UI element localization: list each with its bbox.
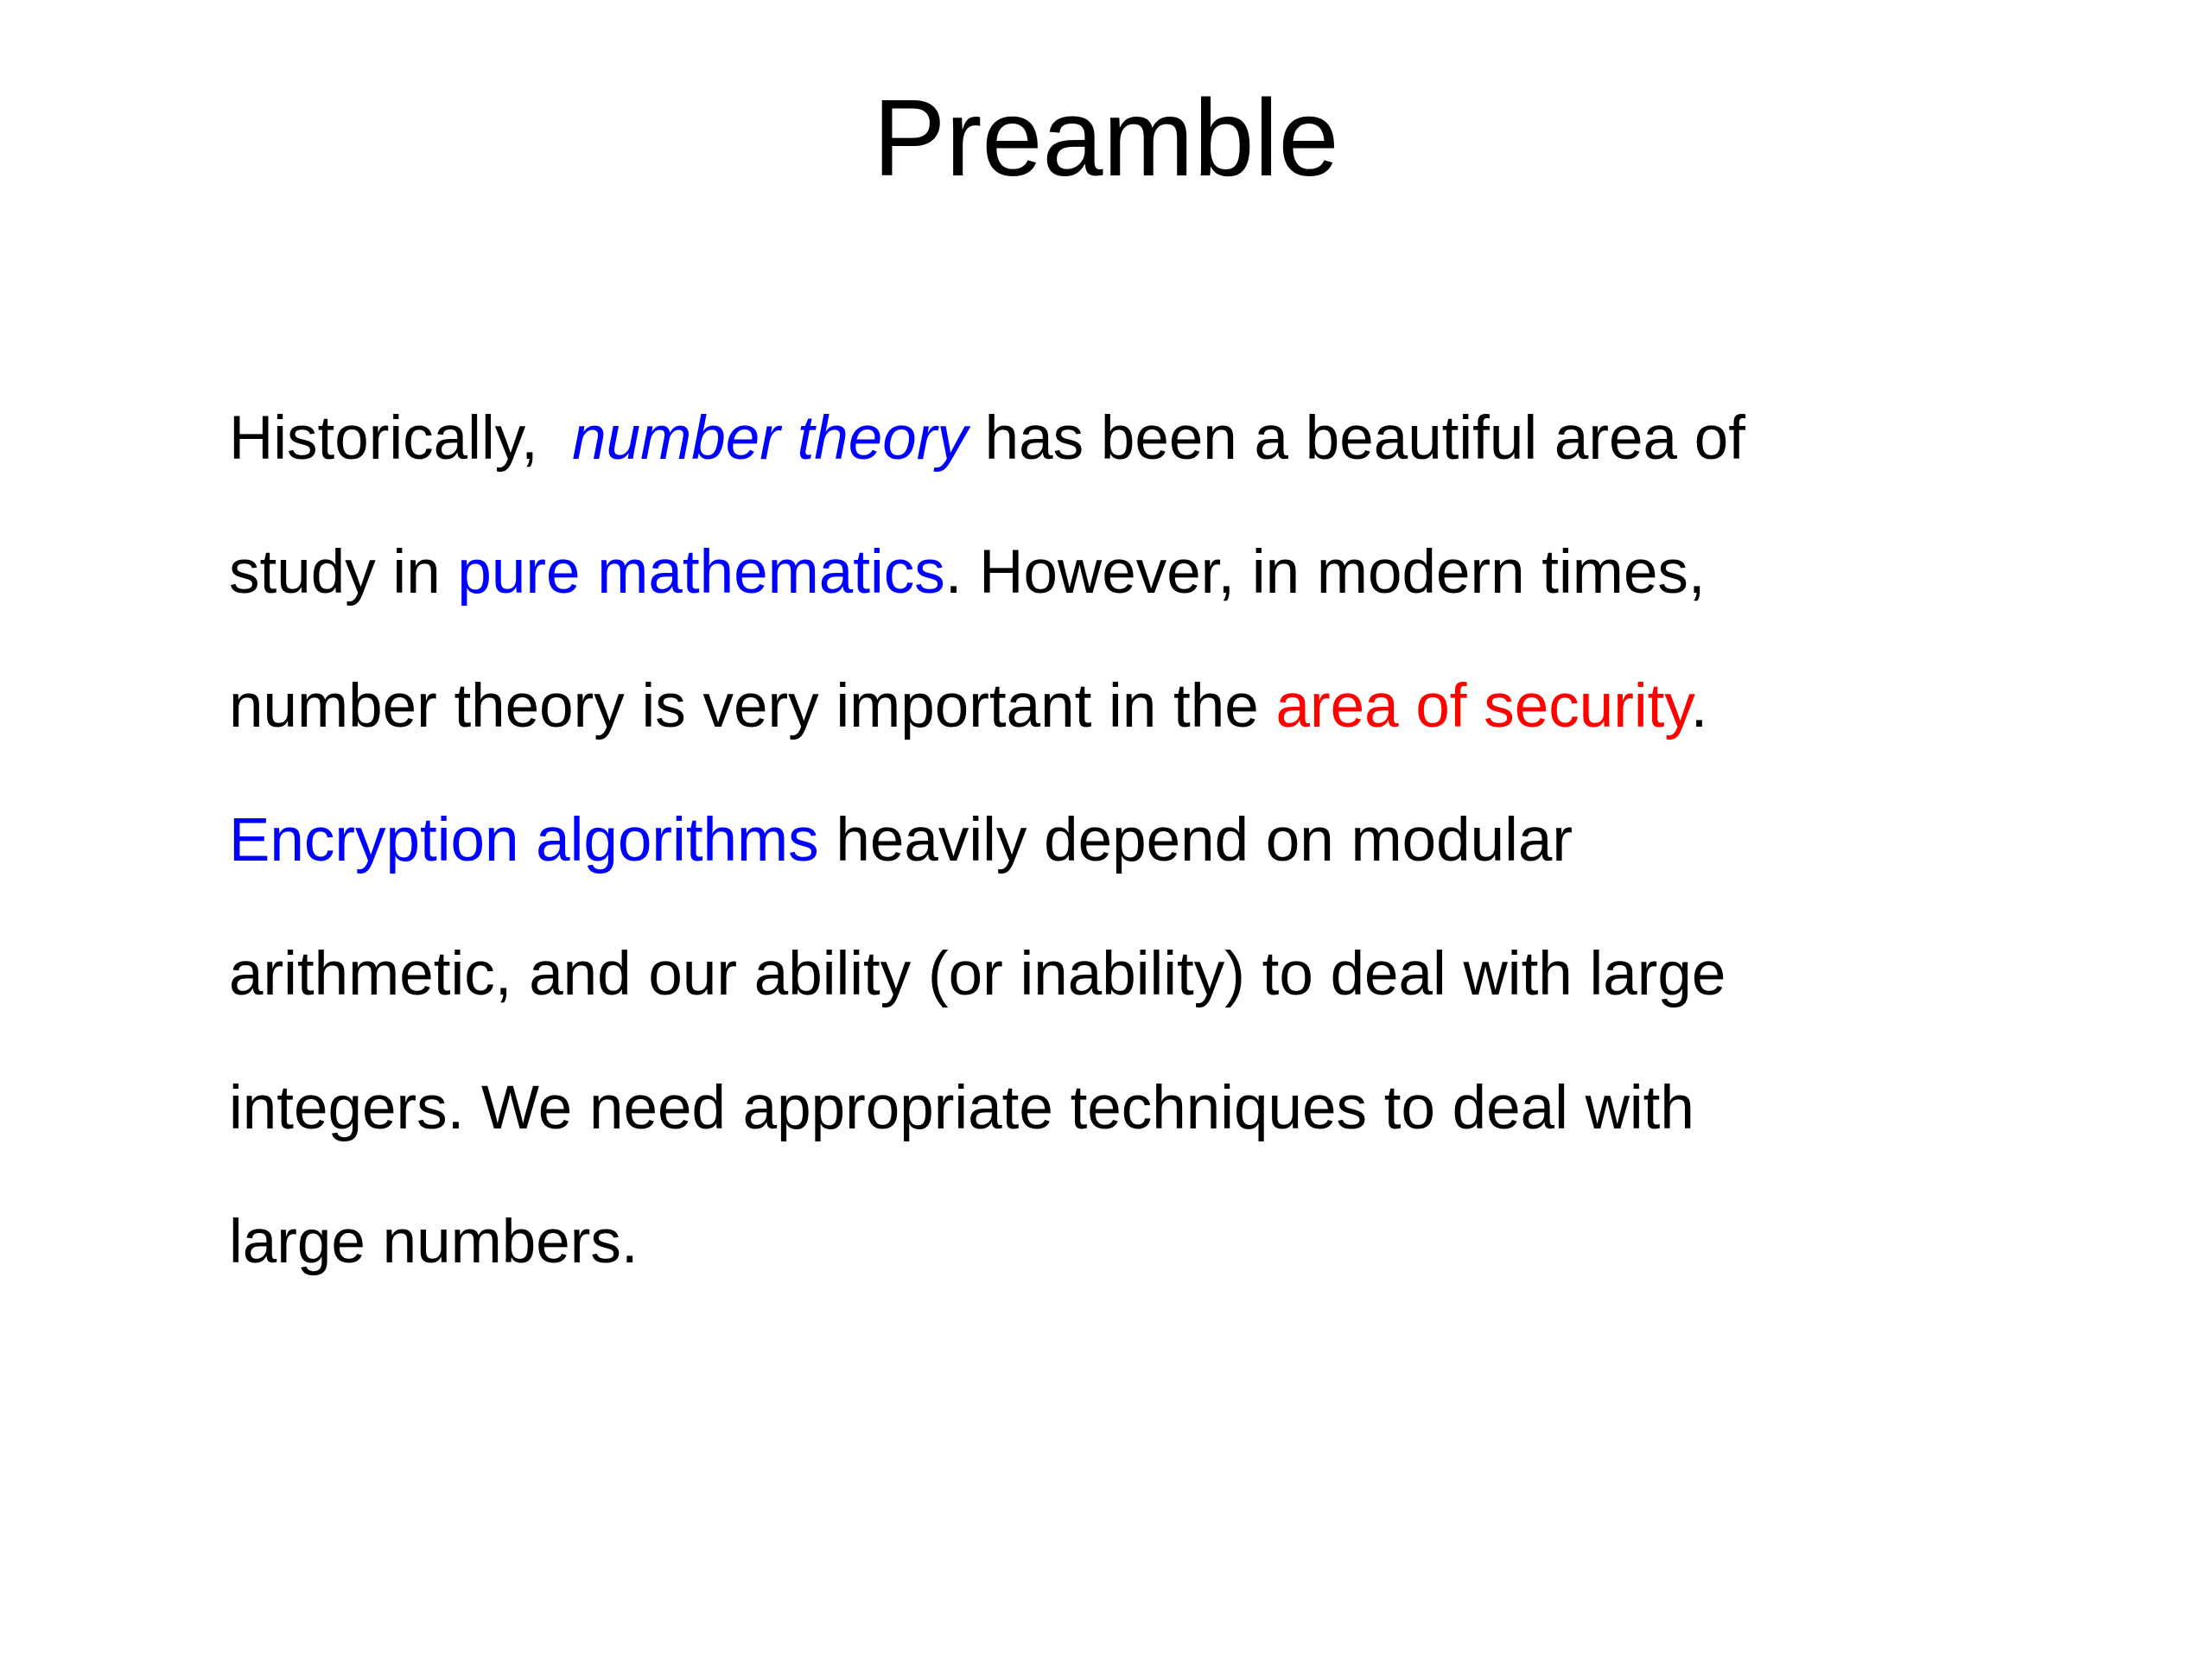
slide-body-paragraph	[229, 372, 2009, 1309]
highlight-encryption-algorithms: Encryption algorithms	[229, 806, 819, 874]
paragraph-line-7	[229, 1175, 2009, 1309]
slide-title: Preamble	[873, 77, 1339, 199]
line-3-text-c: .	[1690, 672, 1708, 741]
paragraph-line-5	[229, 907, 2009, 1041]
paragraph-line-1	[229, 372, 2009, 505]
paragraph-line-2	[229, 505, 2009, 639]
line-7-text-a: large numbers.	[229, 1208, 639, 1276]
paragraph-line-4	[229, 773, 2009, 907]
line-1-text-c: has been a beautiful area of	[967, 404, 1745, 473]
paragraph-line-3	[229, 639, 2009, 773]
line-4-text-b: heavily depend on modular	[818, 806, 1573, 874]
line-2-text-c: . However, in modern times,	[944, 538, 1706, 607]
highlight-area-of-security: area of security	[1275, 672, 1691, 741]
paragraph-line-6	[229, 1041, 2009, 1175]
highlight-number-theory: number theory	[572, 404, 968, 473]
line-5-text-a: arithmetic, and our ability (or inability) to deal with large	[229, 940, 1726, 1008]
line-2-text-a: study in	[229, 538, 458, 607]
highlight-pure-mathematics: pure mathematics	[457, 538, 945, 607]
line-3-text-a: number theory is very important in the	[229, 672, 1276, 741]
line-6-text-a: integers. We need appropriate techniques to deal with	[229, 1074, 1694, 1142]
line-1-text-a: Historically,	[229, 404, 573, 473]
